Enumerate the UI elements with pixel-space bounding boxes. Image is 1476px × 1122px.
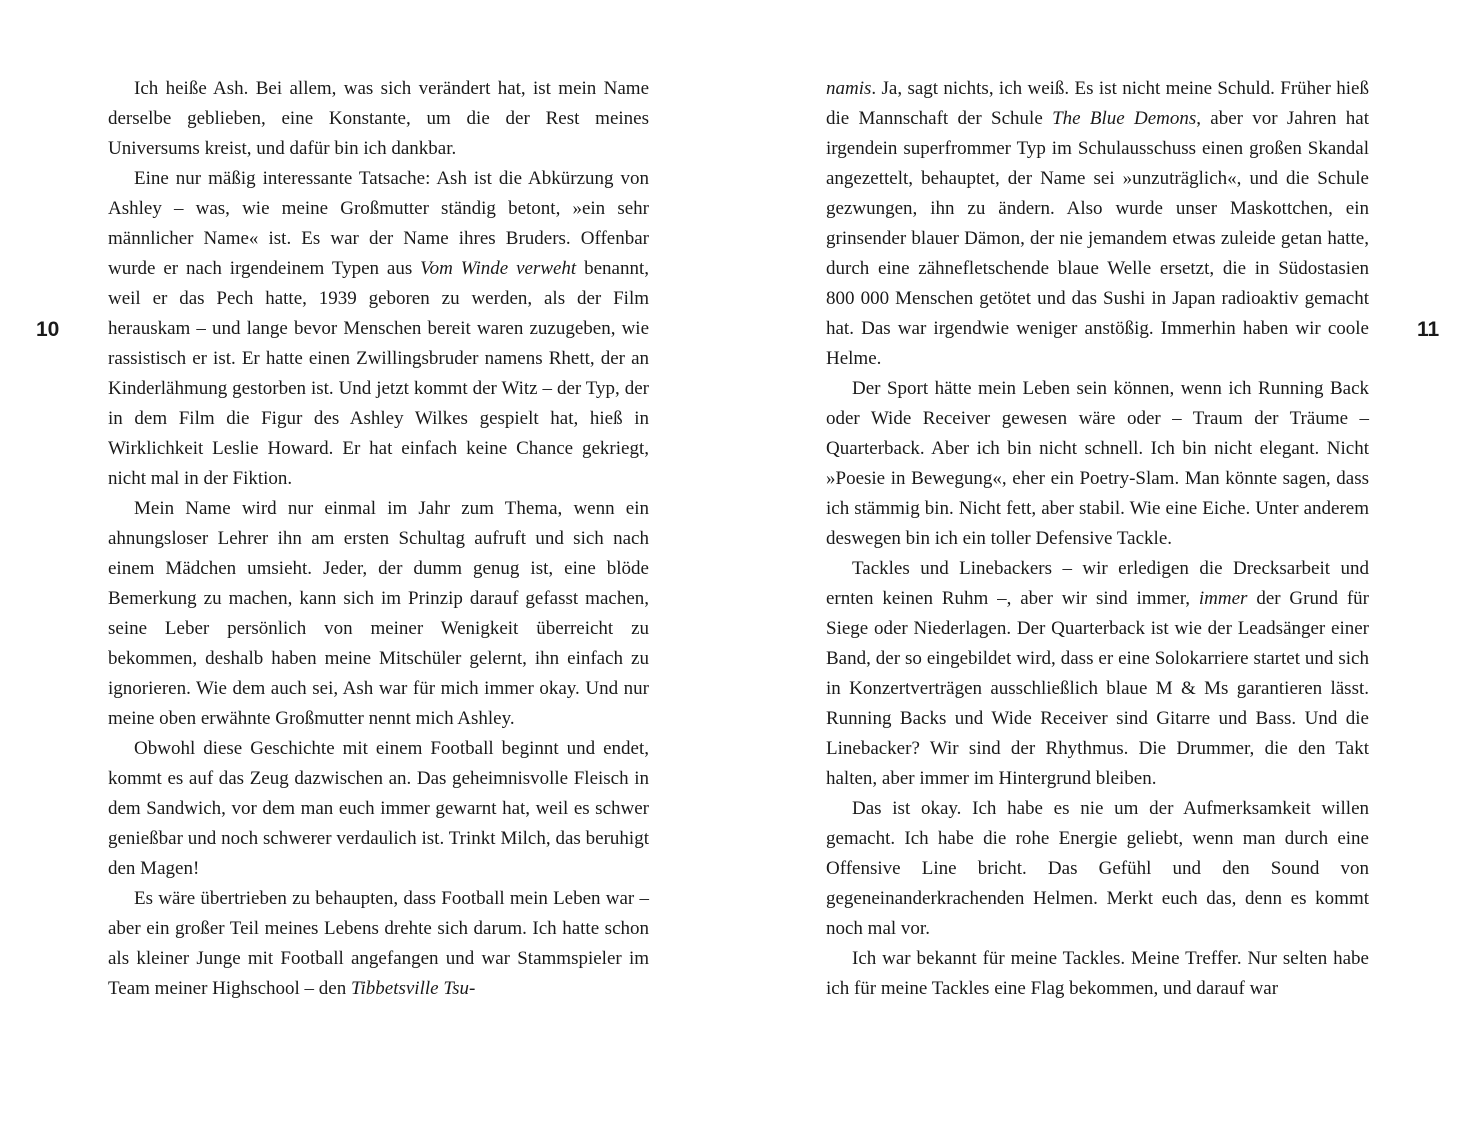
paragraph: Der Sport hätte mein Leben sein können, wenn ich Running Back oder Wide Receiver gewesen wäre oder – Traum der Träume – Quarterback. Aber ich bin nicht schnell. Ich bin nicht elegant. Nicht »Poesie in Bewegung«, eher ein Poetry-Slam. Man könnte sagen, dass ich stämmig bin. Nicht fett, aber stabil. Wie eine Eiche. Unter anderem deswegen bin ich ein toller Defensive Tackle. <box>826 378 1369 549</box>
paragraph: Mein Name wird nur einmal im Jahr zum Thema, wenn ein ahnungsloser Lehrer ihn am ersten Schultag aufruft und sich nach einem Mädchen umsieht. Jeder, der dumm genug ist, eine blöde Bemerkung zu machen, kann sich im Prinzip darauf gefasst machen, seine Leber persönlich von meiner Wenigkeit überreicht zu bekommen, deshalb haben meine Mitschüler gelernt, ihn einfach zu ignorieren. Wie dem auch sei, Ash war für mich immer okay. Und nur meine oben erwähnte Großmutter nennt mich Ashley. <box>108 498 649 729</box>
left-page-text <box>108 74 649 1004</box>
paragraph: Eine nur mäßig interessante Tatsache: Ash ist die Abkürzung von Ashley – was, wie meine Großmutter ständig betont, »ein sehr männlicher Name« ist. Es war der Name ihres Bruders. Offenbar wurde er nach irgendeinem Typen aus Vom Winde verweht benannt, weil er das Pech hatte, 1939 geboren zu werden, als der Film herauskam – und lange bevor Menschen bereit waren zuzugeben, wie rassistisch er ist. Er hatte einen Zwillingsbruder namens Rhett, der an Kinderlähmung gestorben ist. Und jetzt kommt der Witz – der Typ, der in dem Film die Figur des Ashley Wilkes gespielt hat, hieß in Wirklichkeit Leslie Howard. Er hat einfach keine Chance gekriegt, nicht mal in der Fiktion. <box>108 168 649 489</box>
paragraph: Ich war bekannt für meine Tackles. Meine Treffer. Nur selten habe ich für meine Tackles eine Flag bekommen, und darauf war <box>826 948 1369 999</box>
paragraph-continued: namis. Ja, sagt nichts, ich weiß. Es ist nicht meine Schuld. Früher hieß die Mannschaft der Schule The Blue Demons, aber vor Jahren hat irgendein superfrommer Typ im Schulausschuss einen großen Skandal angezettelt, behauptet, der Name sei »unzuträglich«, und die Schule gezwungen, ihn zu ändern. Also wurde unser Maskottchen, ein grinsender blauer Dämon, der nie jemandem etwas zuleide getan hatte, durch eine zähnefletschende blaue Welle ersetzt, die in Südostasien 800 000 Menschen getötet und das Sushi in Japan radioaktiv gemacht hat. Das war irgendwie weniger anstößig. Immerhin haben wir coole Helme. <box>826 78 1369 369</box>
paragraph: Obwohl diese Geschichte mit einem Football beginnt und endet, kommt es auf das Zeug dazwischen an. Das geheimnisvolle Fleisch in dem Sandwich, vor dem man euch immer gewarnt hat, weil es schwer genießbar und noch schwerer verdaulich ist. Trinkt Milch, das beruhigt den Magen! <box>108 738 649 879</box>
paragraph: Es wäre übertrieben zu behaupten, dass Football mein Leben war – aber ein großer Teil meines Lebens drehte sich darum. Ich hatte schon als kleiner Junge mit Football angefangen und war Stammspieler im Team meiner Highschool – den Tibbetsville Tsu- <box>108 888 649 999</box>
page-number-left: 10 <box>36 318 60 341</box>
right-page-text <box>826 74 1369 1004</box>
left-page <box>108 74 649 1004</box>
page-number-right: 11 <box>1417 318 1440 341</box>
paragraph: Das ist okay. Ich habe es nie um der Aufmerksamkeit willen gemacht. Ich habe die rohe Energie geliebt, wenn man durch eine Offensive Line bricht. Das Gefühl und den Sound von gegeneinanderkrachenden Helmen. Merkt euch das, denn es kommt noch mal vor. <box>826 798 1369 939</box>
right-page <box>826 74 1369 1004</box>
paragraph: Ich heiße Ash. Bei allem, was sich verändert hat, ist mein Name derselbe geblieben, eine Konstante, um die der Rest meines Universums kreist, und dafür bin ich dankbar. <box>108 78 649 159</box>
paragraph: Tackles und Linebackers – wir erledigen die Drecksarbeit und ernten keinen Ruhm –, aber wir sind immer, immer der Grund für Siege oder Niederlagen. Der Quarterback ist wie der Leadsänger einer Band, der so eingebildet wird, dass er eine Solokarriere startet und sich in Konzertverträgen ausschließlich blaue M & Ms garantieren lässt. Running Backs und Wide Receiver sind Gitarre und Bass. Und die Linebacker? Wir sind der Rhythmus. Die Drummer, die den Takt halten, aber immer im Hintergrund bleiben. <box>826 558 1369 789</box>
